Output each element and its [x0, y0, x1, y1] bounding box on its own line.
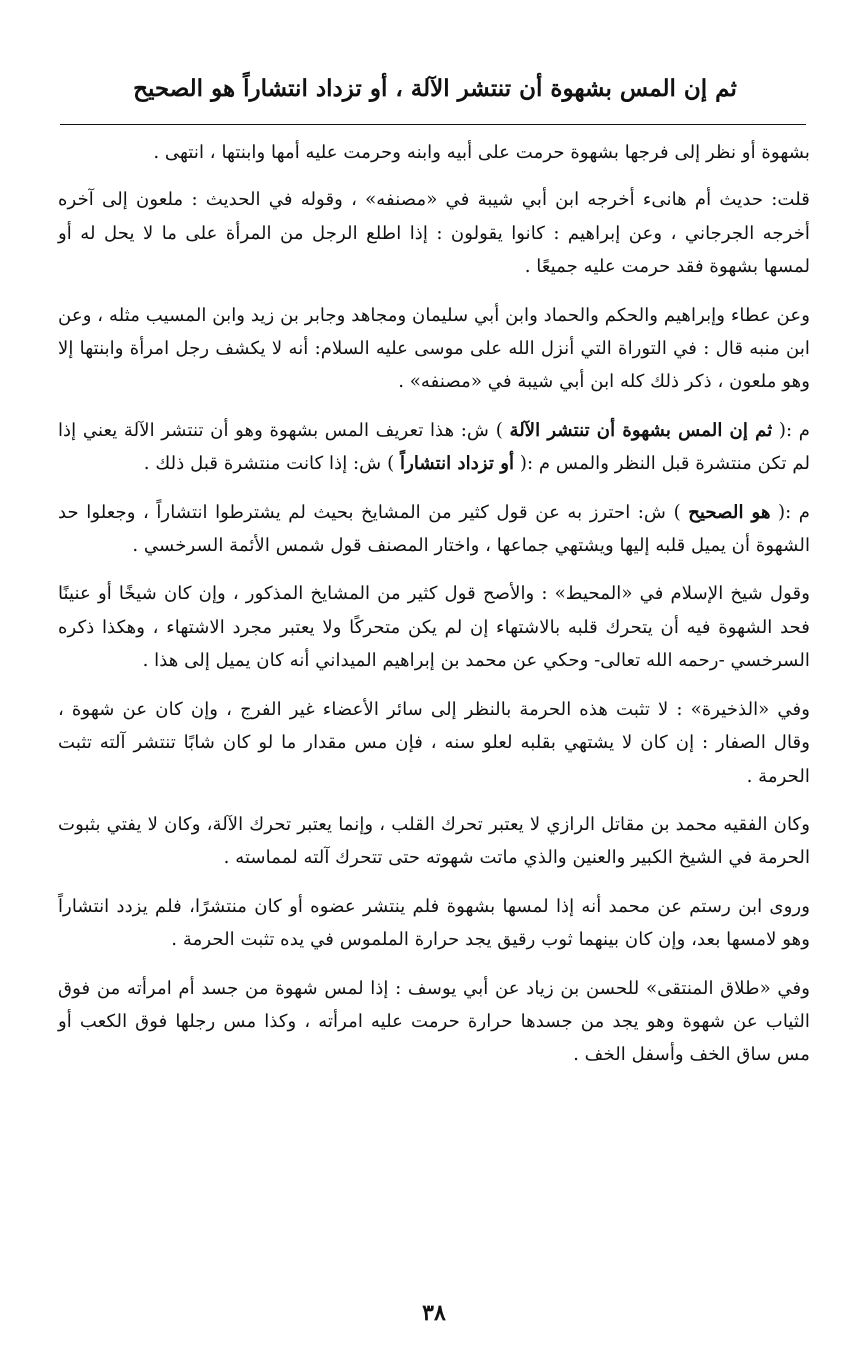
- paragraph: وفي «الذخيرة» : لا تثبت هذه الحرمة بالنظر إلى سائر الأعضاء غير الفرج ، وإن كان عن شهوة ، وقال الصفار : إن كان لا يشتهي بقلبه لعلو سنه ، فإن مس مقدار ما لو كان شابًا تنتشر آلته تثبت الحرمة .: [58, 698, 810, 787]
- paragraph: وعن عطاء وإبراهيم والحكم والحماد وابن أبي سليمان ومجاهد وجابر بن زيد وابن المسيب مثله ، وعن ابن منبه قال : في التوراة التي أنزل الله على موسى عليه السلام: أنه لا يكشف رجل امرأة وابنتها إلا وهو ملعون ، ذكر ذلك كله ابن أبي شيبة في «مصنفه» .: [58, 304, 810, 393]
- paragraph: وكان الفقيه محمد بن مقاتل الرازي لا يعتبر تحرك القلب ، وإنما يعتبر تحرك الآلة، وكان لا يفتي بثبوت الحرمة في الشيخ الكبير والعنين والذي ماتت شهوته حتى تتحرك آلته لمماسته .: [58, 813, 810, 869]
- paragraph: قلت: حديث أم هانىء أخرجه ابن أبي شيبة في «مصنفه» ، وقوله في الحديث : ملعون إلى آخره أخرجه الجرجاني ، وعن إبراهيم : كانوا يقولون : إذا اطلع الرجل من المرأة على ما لا يحل له أو لمسها بشهوة فقد حرمت عليه جميعًا .: [58, 189, 810, 278]
- paragraph: بشهوة أو نظر إلى فرجها بشهوة حرمت على أبيه وابنه وحرمت عليه أمها وابنتها ، انتهى .: [153, 142, 810, 163]
- matn-quote: هو الصحيح: [688, 501, 771, 523]
- page-header-title: ثم إن المس بشهوة أن تنتشر الآلة ، أو تزداد انتشاراً هو الصحيح: [133, 75, 737, 102]
- text-segment: ) ش: احترز به عن قول كثير من المشايخ بحيث لم يشترطوا انتشاراً ، وجعلوا حد الشهوة أن يميل قلبه إليها ويشتهي جماعها ، واختار المصنف قول شمس الأئمة السرخسي .: [58, 501, 810, 557]
- text-segment: ) ش: إذا كانت منتشرة قبل ذلك .: [143, 453, 401, 475]
- matn-quote: ثم إن المس بشهوة أن تنتشر الآلة: [509, 419, 773, 441]
- header-divider: [60, 124, 806, 125]
- matn-quote: أو تزداد انتشاراً: [400, 453, 515, 475]
- page-body: [58, 136, 810, 1087]
- paragraph: [58, 496, 810, 563]
- text-segment: م :(: [772, 419, 810, 441]
- paragraph: وروى ابن رستم عن محمد أنه إذا لمسها بشهوة فلم ينتشر عضوه أو كان منتشرًا، فلم يزدد انتشاراً وهو لامسها بعد، وإن كان بينهما ثوب رقيق يجد حرارة الملموس في يده تثبت الحرمة .: [58, 895, 810, 951]
- text-segment: ) ش: هذا تعريف المس بشهوة وهو أن تنتشر الآلة يعني إذا لم تكن منتشرة قبل النظر والمس م :(: [58, 419, 810, 475]
- paragraph: [58, 414, 810, 481]
- text-segment: م :(: [770, 501, 810, 523]
- paragraph: وفي «طلاق المنتقى» للحسن بن زياد عن أبي يوسف : إذا لمس شهوة من جسد أم امرأته من فوق الثياب عن شهوة وهو يجد من جسدها حرارة حرمت عليه امرأته ، وكذا مس رجلها فوق الكعب أو مس ساق الخف وأسفل الخف .: [58, 977, 810, 1066]
- page-number: ٣٨: [422, 1300, 446, 1326]
- paragraph: وقول شيخ الإسلام في «المحيط» : والأصح قول كثير من المشايخ المذكور ، وإن كان شيخًا أو عنينًا فحد الشهوة فيه أن يتحرك قلبه بالاشتهاء إن لم يكن متحركًا ولا يعتبر مجرد الاشتهاء ، وهكذا ذكره السرخسي -رحمه الله تعالى- وحكي عن محمد بن إبراهيم الميداني أنه كان يميل إلى هذا .: [58, 583, 810, 672]
